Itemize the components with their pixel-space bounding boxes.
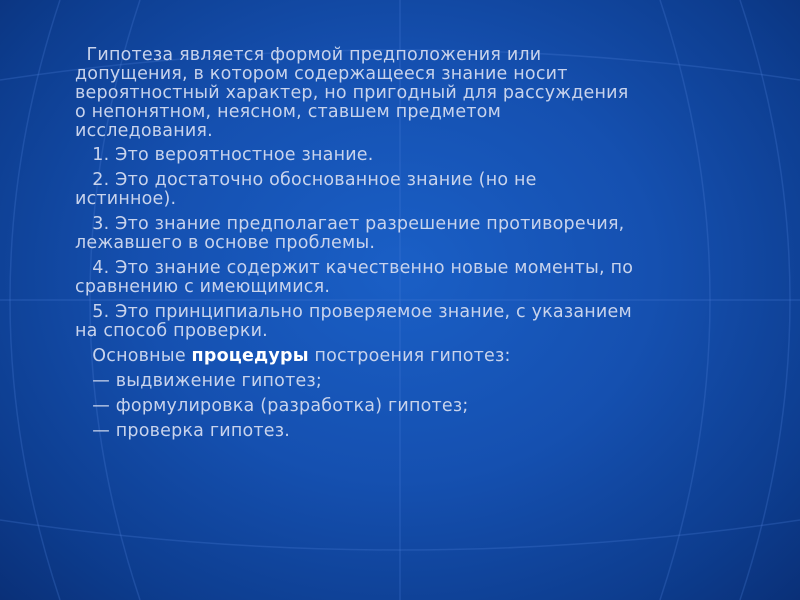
- list-item: 5. Это принципиально проверяемое знание, с указанием на способ проверки.: [75, 302, 632, 341]
- list-item: 3. Это знание предполагает разрешение противоречия, лежавшего в основе проблемы.: [75, 214, 625, 253]
- list-item: 4. Это знание содержит качественно новые моменты, по сравнению с имеющимися.: [75, 258, 634, 297]
- hypothesis-definition: Гипотеза является формой предположения или допущения, в котором содержащееся знание носит вероятностный характер, но пригодный для рассуждения о непонятном, неясном, ставшем предметом исследования.: [75, 45, 629, 141]
- procedure-step: — формулировка (разработка) гипотез;: [75, 396, 469, 416]
- procedures-heading: [75, 347, 765, 366]
- list-item: 2. Это достаточно обоснованное знание (но не истинное).: [75, 170, 537, 209]
- procedures-suffix: построения гипотез:: [308, 346, 511, 366]
- slide-content: [75, 46, 765, 447]
- procedures-bold-word: процедуры: [191, 346, 309, 366]
- procedure-step: — выдвижение гипотез;: [75, 371, 323, 391]
- procedures-prefix: Основные: [75, 346, 192, 366]
- list-item: 1. Это вероятностное знание.: [75, 145, 374, 165]
- procedure-step: — проверка гипотез.: [75, 421, 291, 441]
